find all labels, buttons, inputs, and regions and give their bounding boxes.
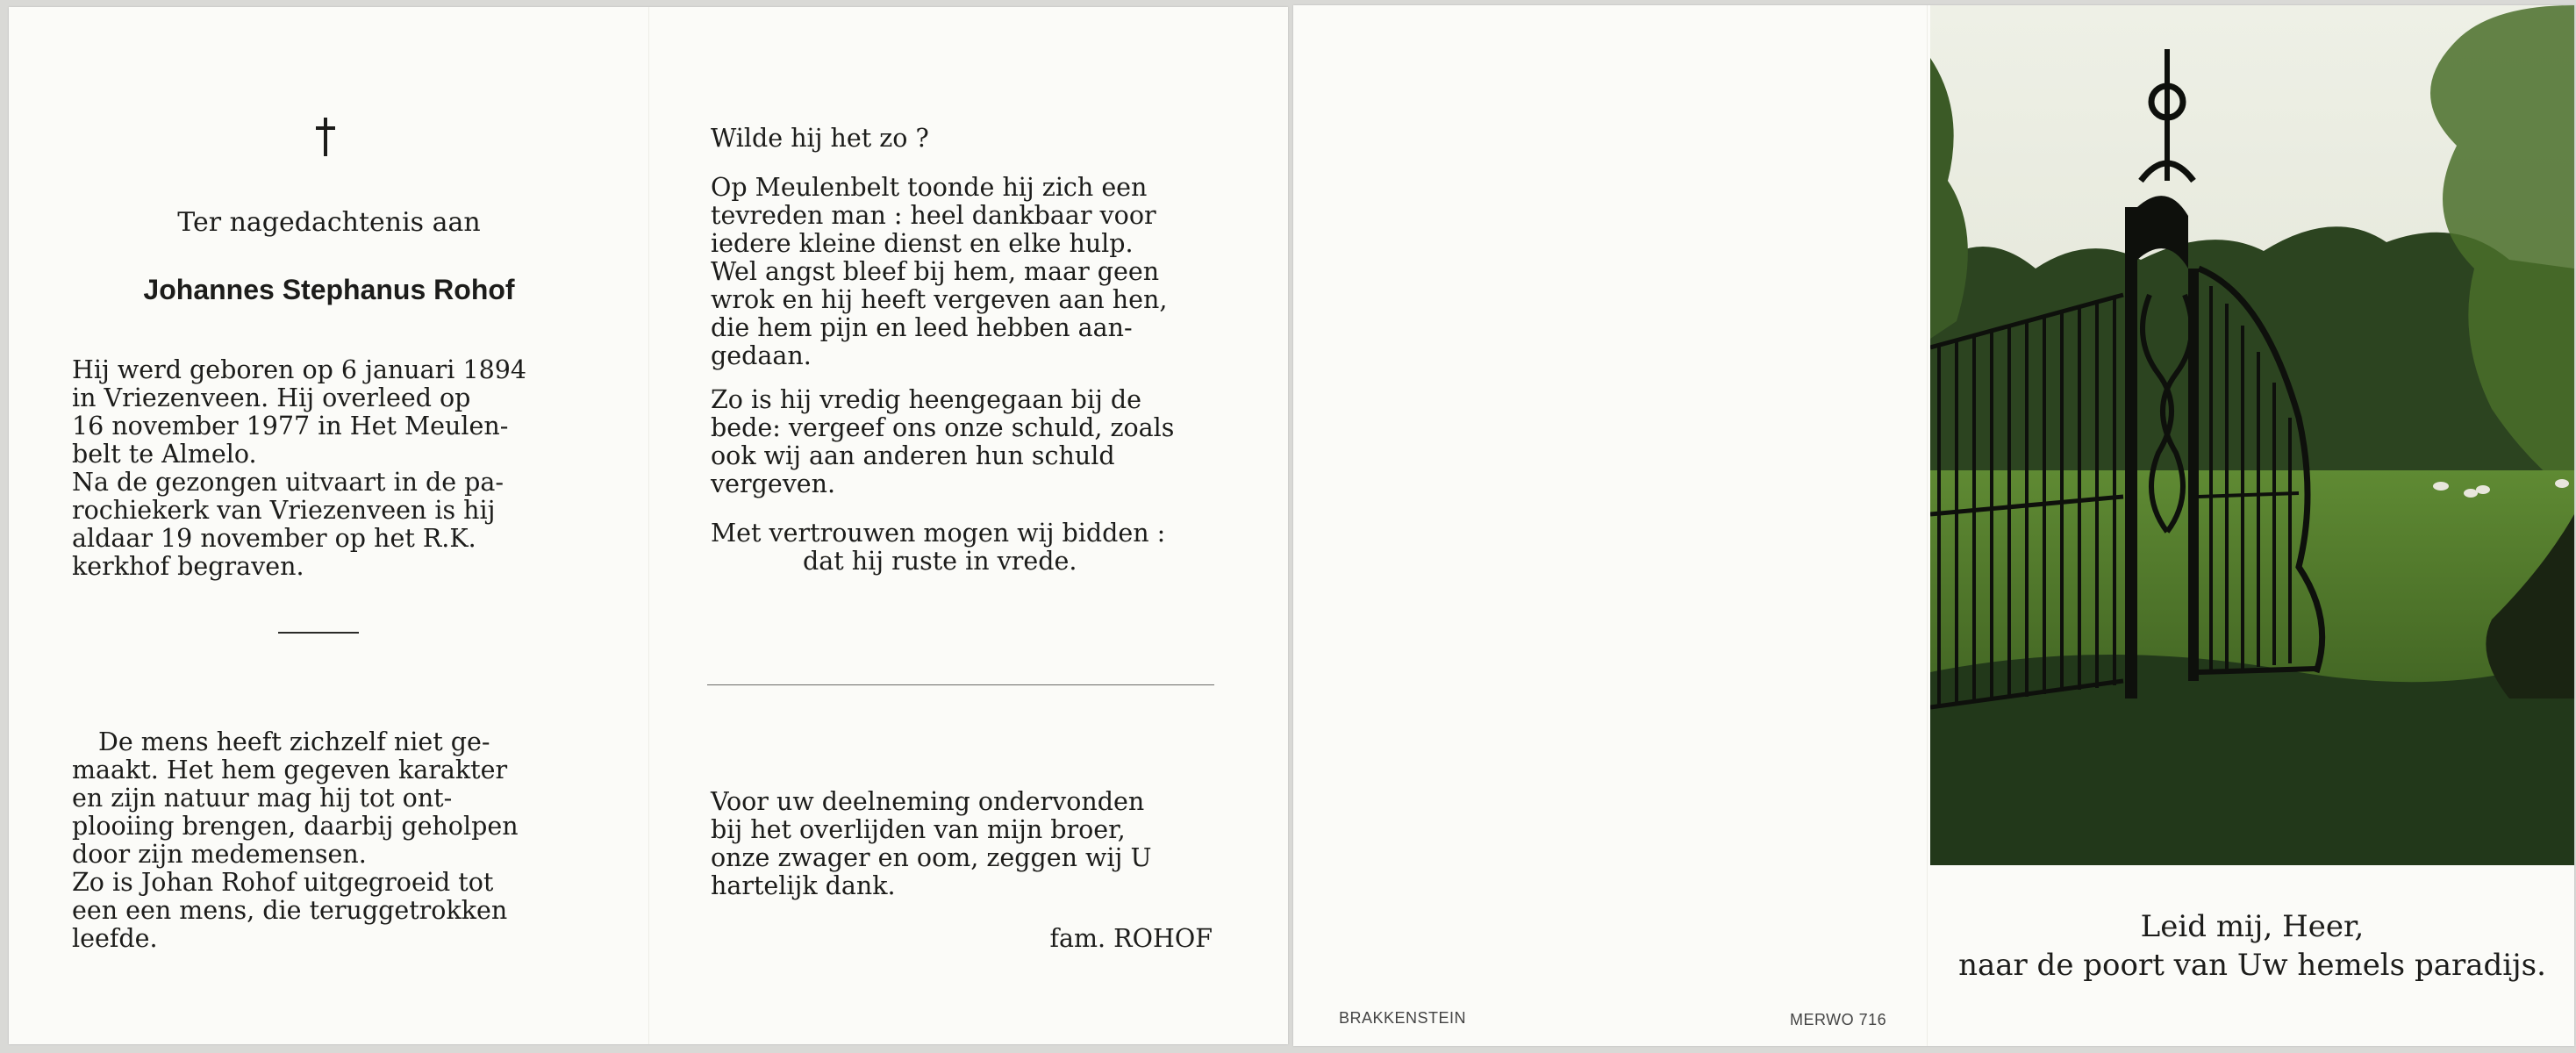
peace-paragraph: [711, 386, 1202, 498]
meulenbelt-line: tevreden man : heel dankbaar voor: [711, 201, 1156, 230]
thanks-paragraph: [711, 788, 1202, 900]
biography: [72, 356, 581, 581]
bio-line: Hij werd geboren op 6 januari 1894: [72, 355, 526, 384]
meulenbelt-line: iedere kleine dienst en elke hulp.: [711, 229, 1134, 258]
deceased-name: Johannes Stephanus Rohof: [143, 274, 515, 305]
bio-line: in Vriezenveen. Hij overleed op: [72, 383, 471, 412]
memorial-heading: Ter nagedachtenis aan: [177, 207, 481, 238]
bio-line: rochiekerk van Vriezenveen is hij: [72, 496, 496, 525]
prayer-paragraph: [711, 519, 1211, 576]
peace-line: Zo is hij vredig heengegaan bij de: [711, 385, 1141, 414]
question-line: Wilde hij het zo ?: [711, 124, 929, 153]
section-divider: [278, 632, 359, 634]
bio-line: Na de gezongen uitvaart in de pa-: [72, 468, 504, 497]
reflection-line: een een mens, die teruggetrokken: [72, 896, 508, 925]
gate-photo-illustration: [1930, 5, 2574, 865]
thanks-line: onze zwager en oom, zeggen wij U: [711, 843, 1152, 872]
fold-line: [1927, 5, 1928, 1046]
peace-line: vergeven.: [711, 469, 836, 498]
thanks-line: Voor uw deelneming ondervonden: [711, 787, 1145, 816]
thanks-line: hartelijk dank.: [711, 871, 896, 900]
reflection-line: plooiing brengen, daarbij geholpen: [72, 812, 519, 841]
family-signature: fam. ROHOF: [1049, 924, 1213, 953]
reflection-paragraph: [72, 728, 581, 953]
peace-line: ook wij aan anderen hun schuld: [711, 441, 1115, 470]
reflection-line: Zo is Johan Rohof uitgegroeid tot: [72, 868, 494, 897]
prayer-line: dat hij ruste in vrede.: [803, 547, 1077, 576]
cross-icon: [316, 118, 335, 156]
photo-caption: [1930, 907, 2574, 985]
reflection-line: maakt. Het hem gegeven karakter: [72, 756, 508, 784]
meulenbelt-line: Op Meulenbelt toonde hij zich een: [711, 173, 1148, 202]
inner-card: [9, 7, 1288, 1044]
bio-line: belt te Almelo.: [72, 440, 257, 469]
outer-card: [1293, 5, 2574, 1046]
caption-line: Leid mij, Heer,: [2140, 909, 2365, 944]
prayer-line: Met vertrouwen mogen wij bidden :: [711, 519, 1166, 548]
reflection-line: De mens heeft zichzelf niet ge-: [98, 727, 490, 756]
bio-line: kerkhof begraven.: [72, 552, 304, 581]
meulenbelt-line: wrok en hij heeft vergeven aan hen,: [711, 285, 1168, 314]
meulenbelt-line: gedaan.: [711, 341, 812, 370]
meulenbelt-line: die hem pijn en leed hebben aan-: [711, 313, 1133, 342]
fold-line: [648, 7, 649, 1044]
publisher-name: BRAKKENSTEIN: [1339, 1009, 1467, 1027]
thanks-line: bij het overlijden van mijn broer,: [711, 815, 1126, 844]
peace-line: bede: vergeef ons onze schuld, zoals: [711, 413, 1175, 442]
thanks-divider: [707, 684, 1214, 685]
meulenbelt-line: Wel angst bleef bij hem, maar geen: [711, 257, 1160, 286]
bio-line: 16 november 1977 in Het Meulen-: [72, 412, 509, 441]
gate-photo: [1930, 5, 2574, 865]
reflection-line: leefde.: [72, 924, 158, 953]
reflection-line: door zijn medemensen.: [72, 840, 367, 869]
meulenbelt-paragraph: [711, 174, 1202, 370]
reflection-line: en zijn natuur mag hij tot ont-: [72, 784, 453, 813]
bio-line: aldaar 19 november op het R.K.: [72, 524, 476, 553]
print-code: MERWO 716: [1790, 1011, 1887, 1028]
caption-line: naar de poort van Uw hemels paradijs.: [1958, 948, 2546, 983]
